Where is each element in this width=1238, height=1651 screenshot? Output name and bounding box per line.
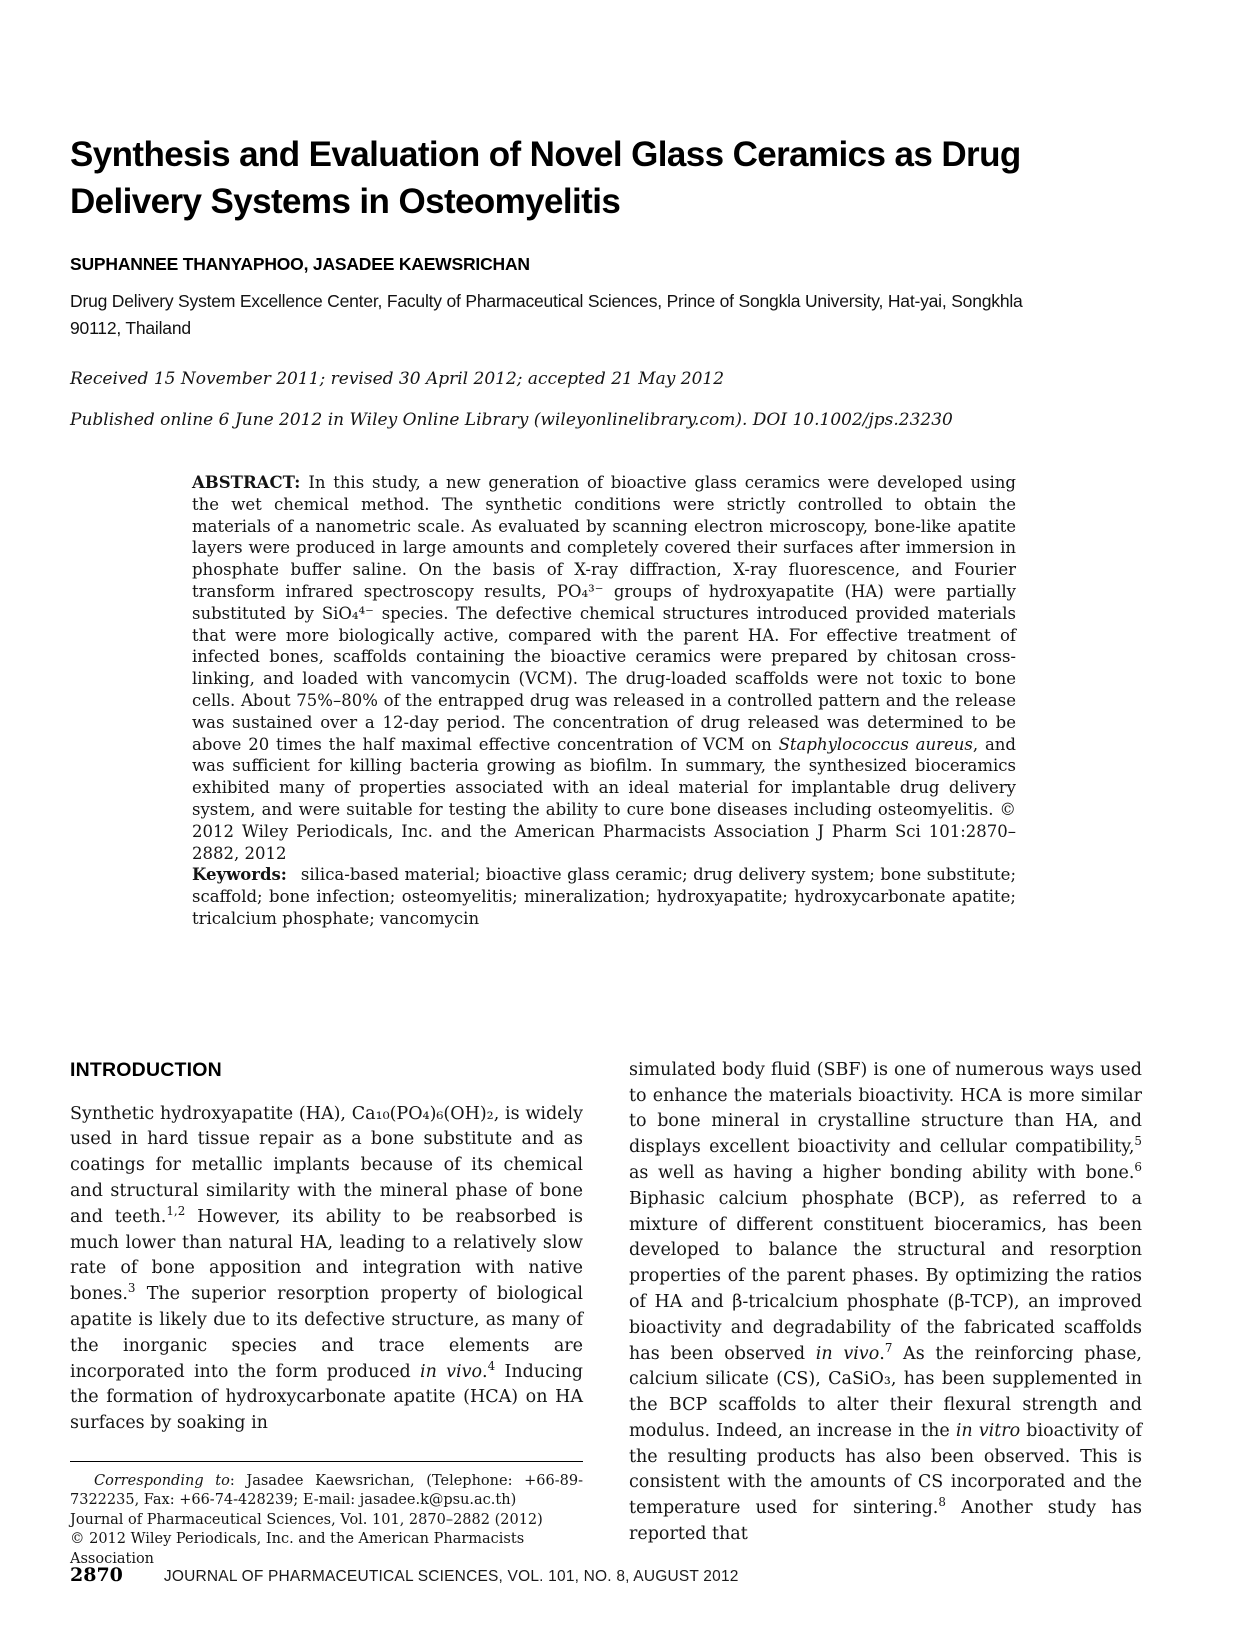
introduction-heading: INTRODUCTION <box>70 1058 222 1081</box>
keywords-paragraph <box>192 864 1016 929</box>
authors-line: SUPHANNEE THANYAPHOO, JASADEE KAEWSRICHAN <box>70 254 530 274</box>
journal-copyright-line: © 2012 Wiley Periodicals, Inc. and the American Pharmacists Association <box>70 1531 525 1567</box>
abstract-paragraph <box>192 472 1016 864</box>
abstract-label: ABSTRACT: <box>192 473 301 492</box>
journal-citation-line1: Journal of Pharmaceutical Sciences, Vol. 101, 2870–2882 (2012) <box>70 1511 543 1528</box>
page-title-line1: Synthesis and Evaluation of Novel Glass Ceramics as Drug <box>70 135 1021 174</box>
footnote-block <box>70 1461 583 1570</box>
journal-citation-note <box>70 1511 583 1570</box>
corresponding-label: Corresponding to <box>94 1472 230 1489</box>
page-title-line2: Delivery Systems in Osteomyelitis <box>70 182 621 221</box>
two-column-body <box>70 1058 1142 1570</box>
affiliation-line: Drug Delivery System Excellence Center, Faculty of Pharmaceutical Sciences, Prince of Songkla University, Hat-yai, Songkhla 90112, Thailand <box>70 291 1023 338</box>
footnote-divider <box>70 1461 583 1462</box>
keywords-label: Keywords: <box>192 865 287 885</box>
footer-journal-line: JOURNAL OF PHARMACEUTICAL SCIENCES, VOL. 101, NO. 8, AUGUST 2012 <box>163 1568 739 1585</box>
corresponding-details: : Jasadee Kaewsrichan, (Telephone: +66-89-7322235, Fax: +66-74-428239; E-mail: jasadee.k@psu.ac.th) <box>70 1472 583 1509</box>
page-title <box>70 0 1142 225</box>
right-column <box>629 1058 1142 1570</box>
page-footer <box>70 1564 739 1586</box>
article-content <box>70 0 1142 1569</box>
introduction-paragraph-right: simulated body fluid (SBF) is one of numerous ways used to enhance the materials bioactivity. HCA is more similar to bone mineral in crystalline structure than HA, and displays excellent bioactivity and cellular compatibility,$^5$ as well as having a higher bonding ability with bone.$^6$ Biphasic calcium phosphate (BCP), as referred to a mixture of different constituent bioceramics, has been developed to balance the structural and resorption properties of the parent phases. By optimizing the ratios of HA and β-tricalcium phosphate (β-TCP), an improved bioactivity and degradability of the fabricated scaffolds has been observed in vivo.$^7$ As the reinforcing phase, calcium silicate (CS), CaSiO₃, has been supplemented in the BCP scaffolds to alter their flexural strength and modulus. Indeed, an increase in the in vitro bioactivity of the resulting products has also been observed. This is consistent with the amounts of CS incorporated and the temperature used for sintering.$^8$ Another study has reported that <box>629 1059 1142 1545</box>
abstract-text: In this study, a new generation of bioactive glass ceramics were developed using the wet chemical method. The synthetic conditions were strictly controlled to obtain the materials of a nanometric scale. As evaluated by scanning electron microscopy, bone-like apatite layers were produced in large amounts and completely covered their surfaces after immersion in phosphate buffer saline. On the basis of X-ray diffraction, X-ray fluorescence, and Fourier transform infrared spectroscopy results, PO₄³⁻ groups of hydroxyapatite (HA) were partially substituted by SiO₄⁴⁻ species. The defective chemical structures introduced provided materials that were more biologically active, compared with the parent HA. For effective treatment of infected bones, scaffolds containing the bioactive ceramics were prepared by chitosan cross-linking, and loaded with vancomycin (VCM). The drug-loaded scaffolds were not toxic to bone cells. About 75%–80% of the entrapped drug was released in a controlled pattern and the release was sustained over a 12-day period. The concentration of drug released was determined to be above 20 times the half maximal effective concentration of VCM on Staphylococcus aureus, and was sufficient for killing bacteria growing as biofilm. In summary, the synthesized bioceramics exhibited many of properties associated with an ideal material for implantable drug delivery system, and were suitable for testing the ability to cure bone diseases including osteomyelitis. © 2012 Wiley Periodicals, Inc. and the American Pharmacists Association J Pharm Sci 101:2870–2882, 2012 <box>192 473 1016 863</box>
left-column <box>70 1058 583 1570</box>
published-online-doi-line: Published online 6 June 2012 in Wiley Online Library (wileyonlinelibrary.com). DOI 10.1002/jps.23230 <box>70 410 953 430</box>
page-number: 2870 <box>70 1564 123 1586</box>
corresponding-author-note <box>70 1472 583 1511</box>
introduction-paragraph-left: Synthetic hydroxyapatite (HA), Ca₁₀(PO₄)₆(OH)₂, is widely used in hard tissue repair as a bone substitute and as coatings for metallic implants because of its chemical and structural similarity with the mineral phase of bone and teeth.$^{1,2}$ However, its ability to be reabsorbed is much lower than natural HA, leading to a relatively slow rate of bone apposition and integration with native bones.$^3$ The superior resorption property of biological apatite is likely due to its defective structure, as many of the inorganic species and trace elements are incorporated into the form produced in vivo.$^4$ Inducing the formation of hydroxycarbonate apatite (HCA) on HA surfaces by soaking in <box>70 1103 583 1434</box>
received-revised-accepted-line: Received 15 November 2011; revised 30 April 2012; accepted 21 May 2012 <box>70 369 725 389</box>
keywords-text: silica-based material; bioactive glass ceramic; drug delivery system; bone substitute; scaffold; bone infection; osteomyelitis; mineralization; hydroxyapatite; hydroxycarbonate apatite; tricalcium phosphate; vancomycin <box>192 865 1016 928</box>
abstract-section <box>192 472 1016 930</box>
